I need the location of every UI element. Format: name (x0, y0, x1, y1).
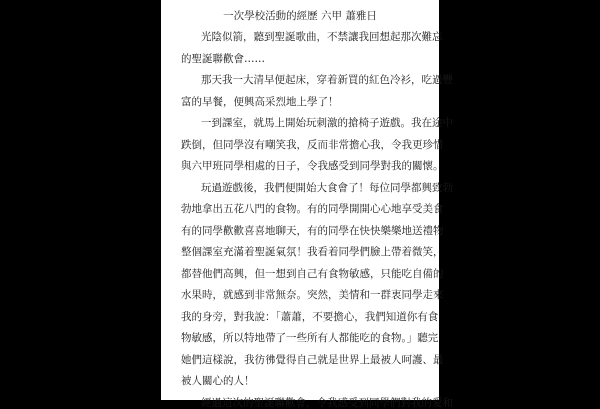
paragraph-line: 她們這樣說，我彷彿覺得自己就是世界上最被人呵護、最 (181, 354, 444, 366)
paragraph-line: 經過這次的聖誕聯歡會，令我感受到同學們對我的愛和 (201, 397, 453, 409)
paragraph-line: 勃地拿出五花八門的食物。有的同學開開心心地享受美食 (181, 203, 444, 215)
paragraph-line: 跌倒，但同學沒有嘲笑我，反而非常擔心我，令我更珍惜 (181, 139, 444, 151)
paragraph-line: 玩過遊戲後，我們便開始大食會了！每位同學都興致勃 (201, 182, 453, 194)
document-page (161, 0, 453, 409)
paragraph-line: 我的身旁，對我說：「蕭蕭，不要擔心，我們知道你有食 (181, 311, 439, 323)
paragraph-line: 的聖誕聯歡會…… (181, 53, 265, 65)
paragraph-line: 整個課室充滿着聖誕氣氛！我看着同學們臉上帶着微笑， (181, 246, 444, 258)
paragraph-line: 一到課室，就馬上開始玩刺激的搶椅子遊戲。我在途中 (201, 117, 453, 129)
paragraph-line: 那天我一大清早便起床，穿着新買的紅色冷衫，吃過豐 (201, 74, 453, 86)
paragraph-line: 水果時，就感到非常無奈。突然，美情和一群衷同學走來 (181, 289, 444, 301)
essay-title: 一次學校活動的經歷 六甲 蕭雅日 (223, 10, 377, 22)
paragraph-line: 有的同學歡歡喜喜地聊天，有的同學在快快樂樂地送禮物 (181, 225, 444, 237)
paragraph-line: 被人關心的人！ (181, 375, 255, 387)
paragraph-line: 都替他們高興，但一想到自己有食物敏感，只能吃自備的 (181, 268, 444, 280)
paragraph-line: 光陰似箭，聽到聖誕歌曲，不禁讓我回想起那次難忘 (201, 31, 443, 43)
paragraph-line: 與六甲班同學相處的日子，令我感受到同學對我的關懷。 (181, 160, 444, 172)
paragraph-line: 物敏感，所以特地帶了一些所有人都能吃的食物。」聽完 (181, 332, 439, 344)
paragraph-line: 富的早餐，便興高采烈地上學了！ (181, 96, 339, 108)
